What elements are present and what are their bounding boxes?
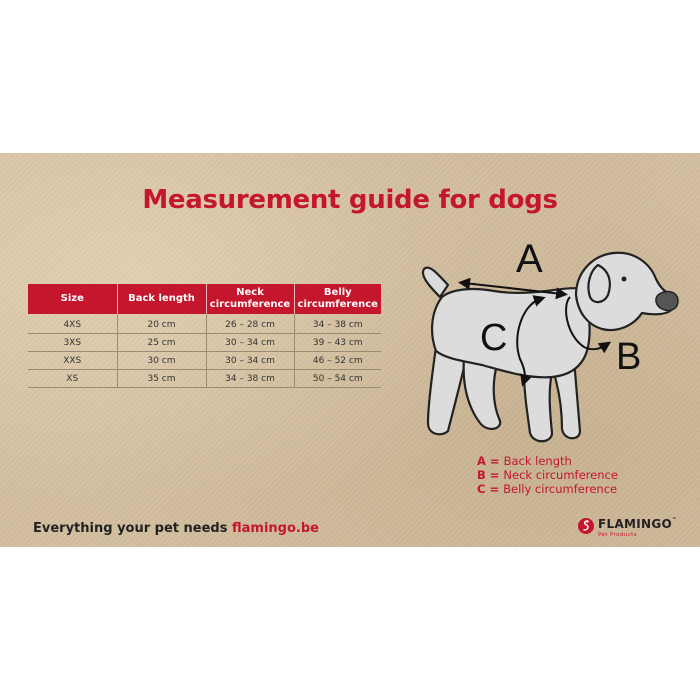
table-row: [28, 314, 381, 334]
table-cell: 50 – 54 cm: [294, 370, 381, 388]
dog-nose-icon: [656, 292, 678, 311]
legend-separator: =: [485, 482, 504, 496]
table-cell: 4XS: [28, 314, 117, 334]
measurement-legend: [477, 454, 618, 496]
dog-diagram: [412, 235, 682, 450]
table-cell: XS: [28, 370, 117, 388]
legend-key: A: [477, 454, 486, 468]
table-cell: 30 cm: [117, 352, 206, 370]
flamingo-logo: [578, 515, 678, 543]
table-cell: 39 – 43 cm: [294, 334, 381, 352]
legend-separator: =: [485, 454, 504, 468]
footer-website-link[interactable]: flamingo.be: [232, 521, 319, 536]
footer-tagline: [33, 521, 319, 536]
page-title: Measurement guide for dogs: [142, 185, 558, 215]
column-header-belly: Belly circumference: [294, 284, 381, 314]
table-cell: 34 – 38 cm: [206, 370, 294, 388]
legend-separator: =: [485, 468, 504, 482]
table-cell: 34 – 38 cm: [294, 314, 381, 334]
table-cell: XXS: [28, 352, 117, 370]
logo-wordmark: [598, 517, 677, 531]
size-table: [28, 284, 381, 388]
table-row: [28, 334, 381, 352]
legend-text: Back length: [503, 454, 572, 468]
flamingo-logo-icon: [578, 518, 594, 534]
column-header-back-length: Back length: [117, 284, 206, 314]
label-a: A: [516, 237, 543, 281]
logo-subtitle: Pet Products: [598, 532, 637, 538]
legend-row: [477, 468, 618, 482]
table-cell: 30 – 34 cm: [206, 352, 294, 370]
legend-text: Neck circumference: [503, 468, 618, 482]
logo-trademark: ™: [672, 517, 678, 523]
column-header-size: Size: [28, 284, 117, 314]
label-c: C: [480, 317, 508, 359]
legend-row: [477, 454, 618, 468]
legend-text: Belly circumference: [503, 482, 618, 496]
table-cell: 20 cm: [117, 314, 206, 334]
table-header-row: [28, 284, 381, 314]
table-cell: 46 – 52 cm: [294, 352, 381, 370]
table-row: [28, 352, 381, 370]
table-row: [28, 370, 381, 388]
legend-key: C: [477, 482, 486, 496]
dog-eye-icon: [622, 277, 627, 282]
label-b: B: [616, 336, 642, 378]
table-cell: 26 – 28 cm: [206, 314, 294, 334]
footer-text: Everything your pet needs: [33, 521, 232, 536]
table-cell: 3XS: [28, 334, 117, 352]
table-cell: 25 cm: [117, 334, 206, 352]
table-cell: 30 – 34 cm: [206, 334, 294, 352]
legend-key: B: [477, 468, 486, 482]
legend-row: [477, 482, 618, 496]
table-cell: 35 cm: [117, 370, 206, 388]
logo-name: FLAMINGO: [598, 517, 673, 531]
column-header-neck: Neck circumference: [206, 284, 294, 314]
measurement-banner: [0, 153, 700, 547]
